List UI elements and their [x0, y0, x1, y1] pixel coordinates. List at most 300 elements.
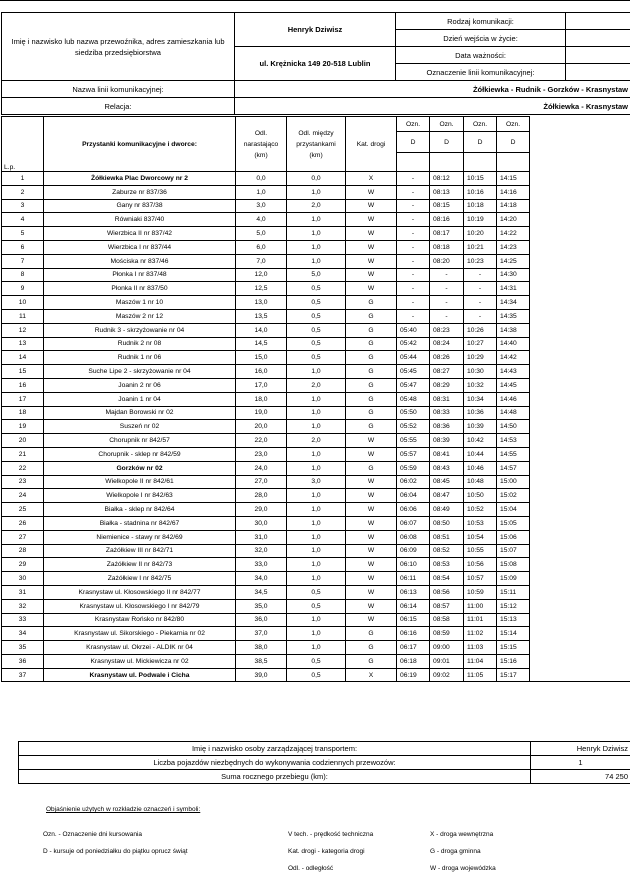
- table-row: [2, 641, 630, 655]
- time-cell: 05:50: [397, 406, 430, 420]
- empty-cell: [530, 351, 630, 365]
- stop-cell: Joanin 1 nr 04: [44, 392, 236, 406]
- ozn-header: Ozn.: [464, 117, 497, 132]
- stop-cell: Zaburze nr 837/36: [44, 185, 236, 199]
- kat-cell: G: [346, 627, 397, 641]
- time-cell: 14:22: [497, 227, 530, 241]
- table-row: [2, 199, 630, 213]
- operator-label: Imię i nazwisko lub nazwa przewoźnika, adres zamieszkania lub siedziba przedsiębiorstwa: [2, 13, 235, 81]
- odl-m-cell: 1,0: [287, 544, 346, 558]
- odl-m-cell: 1,0: [287, 489, 346, 503]
- time-cell: 15:13: [497, 613, 530, 627]
- odl-n-cell: 27,0: [236, 475, 287, 489]
- odl-m-cell: 1,0: [287, 240, 346, 254]
- time-cell: 08:45: [430, 475, 464, 489]
- empty-cell: [530, 420, 630, 434]
- odl-n-cell: 17,0: [236, 378, 287, 392]
- kat-cell: G: [346, 296, 397, 310]
- time-cell: 09:01: [430, 654, 464, 668]
- time-cell: 09:02: [430, 668, 464, 682]
- stop-cell: Majdan Borowski nr 02: [44, 406, 236, 420]
- table-row: [2, 572, 630, 586]
- kat-cell: W: [346, 530, 397, 544]
- time-cell: 14:48: [497, 406, 530, 420]
- odl-n-cell: 14,5: [236, 337, 287, 351]
- time-cell: -: [397, 185, 430, 199]
- empty-cell: [530, 668, 630, 682]
- lp-cell: 14: [2, 351, 44, 365]
- time-cell: 14:15: [497, 172, 530, 186]
- table-row: [2, 296, 630, 310]
- rodzaj-value: [566, 13, 630, 30]
- table-row: [2, 654, 630, 668]
- odl-m-cell: 0,5: [287, 654, 346, 668]
- lp-cell: 3: [2, 199, 44, 213]
- time-cell: 06:10: [397, 558, 430, 572]
- odl-m-cell: 1,0: [287, 641, 346, 655]
- table-row: [2, 475, 630, 489]
- time-cell: 10:21: [464, 240, 497, 254]
- nazwa-value: Żółkiewka - Rudnik - Gorzków - Krasnystaw: [235, 81, 630, 98]
- table-row: [2, 240, 630, 254]
- odl-m-cell: 1,0: [287, 420, 346, 434]
- time-cell: -: [464, 282, 497, 296]
- odl-n-cell: 14,0: [236, 323, 287, 337]
- time-cell: 14:55: [497, 447, 530, 461]
- stop-cell: Płonka I nr 837/48: [44, 268, 236, 282]
- lp-cell: 24: [2, 489, 44, 503]
- lp-cell: 13: [2, 337, 44, 351]
- kat-cell: G: [346, 365, 397, 379]
- odl-m-cell: 0,0: [287, 172, 346, 186]
- odl-m-cell: 1,0: [287, 627, 346, 641]
- time-cell: 14:42: [497, 351, 530, 365]
- table-row: [2, 627, 630, 641]
- time-cell: 05:44: [397, 351, 430, 365]
- lp-cell: 4: [2, 213, 44, 227]
- empty-cell: [530, 254, 630, 268]
- empty-cell: [530, 489, 630, 503]
- stop-cell: Suszeń nr 02: [44, 420, 236, 434]
- odl-n-cell: 37,0: [236, 627, 287, 641]
- lp-cell: 30: [2, 572, 44, 586]
- odl-n-cell: 3,0: [236, 199, 287, 213]
- time-cell: 15:14: [497, 627, 530, 641]
- empty-cell: [530, 475, 630, 489]
- time-cell: 06:19: [397, 668, 430, 682]
- odl-n-cell: 38,0: [236, 641, 287, 655]
- course-spacer: [497, 153, 530, 172]
- time-cell: 06:18: [397, 654, 430, 668]
- course-code: D: [430, 132, 464, 153]
- kat-cell: W: [346, 489, 397, 503]
- time-cell: 06:16: [397, 627, 430, 641]
- odl-m-cell: 1,0: [287, 516, 346, 530]
- odl-m-cell: 1,0: [287, 185, 346, 199]
- odl-n-cell: 5,0: [236, 227, 287, 241]
- lp-cell: 28: [2, 544, 44, 558]
- odl-m-cell: 0,5: [287, 351, 346, 365]
- odl-m-cell: 0,5: [287, 309, 346, 323]
- time-cell: 14:23: [497, 240, 530, 254]
- odl-n-cell: 29,0: [236, 503, 287, 517]
- time-cell: 10:48: [464, 475, 497, 489]
- time-cell: 10:18: [464, 199, 497, 213]
- data-label: Data ważności:: [396, 47, 566, 64]
- ozn-header: Ozn.: [397, 117, 430, 132]
- lp-cell: 10: [2, 296, 44, 310]
- time-cell: 14:20: [497, 213, 530, 227]
- stop-cell: Mościska nr 837/46: [44, 254, 236, 268]
- col-kat-header: Kat. drogi: [346, 117, 397, 172]
- odl-m-cell: 1,0: [287, 392, 346, 406]
- time-cell: 08:54: [430, 572, 464, 586]
- time-cell: -: [464, 296, 497, 310]
- kat-cell: W: [346, 254, 397, 268]
- time-cell: 14:31: [497, 282, 530, 296]
- time-cell: 14:46: [497, 392, 530, 406]
- odl-n-cell: 32,0: [236, 544, 287, 558]
- time-cell: 10:46: [464, 461, 497, 475]
- odl-m-cell: 3,0: [287, 475, 346, 489]
- stop-cell: Krasnystaw ul. Kłosowskiego I nr 842/79: [44, 599, 236, 613]
- time-cell: 10:39: [464, 420, 497, 434]
- odl-m-cell: 0,5: [287, 668, 346, 682]
- kat-cell: W: [346, 516, 397, 530]
- empty-cell: [530, 240, 630, 254]
- relacja-label: Relacja:: [2, 98, 235, 115]
- time-cell: 10:42: [464, 434, 497, 448]
- header-table: [1, 12, 630, 115]
- legend-w: W - droga wojewódzka: [430, 865, 496, 872]
- table-row: [2, 503, 630, 517]
- table-row: [2, 337, 630, 351]
- kat-cell: G: [346, 337, 397, 351]
- empty-cell: [530, 654, 630, 668]
- lp-cell: 9: [2, 282, 44, 296]
- operator-address: ul. Krężnicka 149 20-518 Lublin: [235, 47, 396, 81]
- course-spacer: [464, 153, 497, 172]
- time-cell: 14:45: [497, 378, 530, 392]
- time-cell: 14:38: [497, 323, 530, 337]
- vehicles-label: Liczba pojazdów niezbędnych do wykonywania codziennych przewozów:: [19, 756, 531, 770]
- stop-cell: Maszów 2 nr 12: [44, 309, 236, 323]
- table-row: [2, 213, 630, 227]
- time-cell: -: [397, 296, 430, 310]
- kat-cell: X: [346, 172, 397, 186]
- course-code: D: [497, 132, 530, 153]
- odl-n-cell: 30,0: [236, 516, 287, 530]
- time-cell: 08:15: [430, 199, 464, 213]
- time-cell: 11:02: [464, 627, 497, 641]
- time-cell: -: [430, 309, 464, 323]
- table-row: [2, 544, 630, 558]
- time-cell: 10:50: [464, 489, 497, 503]
- mileage-value: 74 250: [531, 770, 630, 784]
- lp-cell: 12: [2, 323, 44, 337]
- odl-n-cell: 4,0: [236, 213, 287, 227]
- time-cell: 09:00: [430, 641, 464, 655]
- table-row: [2, 530, 630, 544]
- odl-n-cell: 7,0: [236, 254, 287, 268]
- odl-m-cell: 1,0: [287, 613, 346, 627]
- time-cell: 14:30: [497, 268, 530, 282]
- stop-cell: Równiaki 837/40: [44, 213, 236, 227]
- table-row: [2, 309, 630, 323]
- empty-cell: [530, 392, 630, 406]
- odl-m-cell: 1,0: [287, 530, 346, 544]
- time-cell: 08:57: [430, 599, 464, 613]
- empty-cell: [530, 268, 630, 282]
- time-cell: 06:14: [397, 599, 430, 613]
- table-row: [2, 227, 630, 241]
- kat-cell: G: [346, 641, 397, 655]
- kat-cell: G: [346, 378, 397, 392]
- time-cell: 10:29: [464, 351, 497, 365]
- time-cell: 05:47: [397, 378, 430, 392]
- col-odl-n-header: Odl. narastająco (km): [236, 117, 287, 172]
- time-cell: 14:53: [497, 434, 530, 448]
- odl-n-cell: 0,0: [236, 172, 287, 186]
- odl-n-cell: 18,0: [236, 392, 287, 406]
- time-cell: 08:18: [430, 240, 464, 254]
- time-cell: 08:41: [430, 447, 464, 461]
- odl-n-cell: 23,0: [236, 447, 287, 461]
- stop-cell: Krasnystaw Rońsko nr 842/80: [44, 613, 236, 627]
- kat-cell: X: [346, 668, 397, 682]
- time-cell: 08:56: [430, 585, 464, 599]
- odl-n-cell: 33,0: [236, 558, 287, 572]
- odl-m-cell: 1,0: [287, 503, 346, 517]
- empty-cell: [530, 572, 630, 586]
- time-cell: 14:16: [497, 185, 530, 199]
- vehicles-value: 1: [531, 756, 630, 770]
- lp-cell: 36: [2, 654, 44, 668]
- kat-cell: G: [346, 309, 397, 323]
- time-cell: 10:30: [464, 365, 497, 379]
- time-cell: 14:34: [497, 296, 530, 310]
- stop-cell: Rudnik 2 nr 08: [44, 337, 236, 351]
- odl-m-cell: 1,0: [287, 572, 346, 586]
- stop-cell: Gorzków nr 02: [44, 461, 236, 475]
- time-cell: 11:04: [464, 654, 497, 668]
- stop-cell: Krasnystaw ul. Sikorskiego - Piekarnia nr 02: [44, 627, 236, 641]
- odl-n-cell: 39,0: [236, 668, 287, 682]
- time-cell: 10:55: [464, 544, 497, 558]
- odl-m-cell: 1,0: [287, 365, 346, 379]
- odl-m-cell: 0,5: [287, 323, 346, 337]
- empty-cell: [530, 185, 630, 199]
- table-row: [2, 599, 630, 613]
- table-row: [2, 585, 630, 599]
- empty-cell: [530, 378, 630, 392]
- time-cell: 10:26: [464, 323, 497, 337]
- stop-cell: Krasnystaw ul. Podwale i Cicha: [44, 668, 236, 682]
- time-cell: 10:32: [464, 378, 497, 392]
- empty-cell: [530, 461, 630, 475]
- empty-column: [530, 117, 630, 172]
- time-cell: 10:59: [464, 585, 497, 599]
- lp-cell: 29: [2, 558, 44, 572]
- time-cell: -: [397, 268, 430, 282]
- lp-cell: 6: [2, 240, 44, 254]
- rodzaj-label: Rodzaj komunikacji:: [396, 13, 566, 30]
- kat-cell: W: [346, 613, 397, 627]
- data-value: [566, 47, 630, 64]
- lp-cell: 2: [2, 185, 44, 199]
- summary-table: [18, 741, 630, 784]
- kat-cell: G: [346, 406, 397, 420]
- odl-m-cell: 0,5: [287, 337, 346, 351]
- time-cell: -: [397, 240, 430, 254]
- kat-cell: G: [346, 392, 397, 406]
- time-cell: 08:52: [430, 544, 464, 558]
- time-cell: 10:15: [464, 172, 497, 186]
- odl-n-cell: 12,5: [236, 282, 287, 296]
- odl-m-cell: 1,0: [287, 213, 346, 227]
- odl-n-cell: 31,0: [236, 530, 287, 544]
- table-row: [2, 378, 630, 392]
- stop-cell: Chorupnik - sklep nr 842/59: [44, 447, 236, 461]
- odl-n-cell: 19,0: [236, 406, 287, 420]
- timetable: [1, 116, 630, 682]
- table-row: [2, 268, 630, 282]
- empty-cell: [530, 544, 630, 558]
- odl-n-cell: 34,5: [236, 585, 287, 599]
- lp-cell: 23: [2, 475, 44, 489]
- time-cell: 11:05: [464, 668, 497, 682]
- time-cell: 14:43: [497, 365, 530, 379]
- time-cell: 06:07: [397, 516, 430, 530]
- lp-cell: 31: [2, 585, 44, 599]
- empty-cell: [530, 627, 630, 641]
- time-cell: 08:36: [430, 420, 464, 434]
- stop-cell: Niemienice - stawy nr 842/69: [44, 530, 236, 544]
- odl-n-cell: 36,0: [236, 613, 287, 627]
- time-cell: 15:06: [497, 530, 530, 544]
- stop-cell: Wielkopole II nr 842/61: [44, 475, 236, 489]
- time-cell: 08:24: [430, 337, 464, 351]
- time-cell: 08:43: [430, 461, 464, 475]
- time-cell: 10:36: [464, 406, 497, 420]
- empty-cell: [530, 172, 630, 186]
- course-code: D: [397, 132, 430, 153]
- odl-m-cell: 0,5: [287, 282, 346, 296]
- page-top-rule: [0, 0, 630, 1]
- time-cell: 10:52: [464, 503, 497, 517]
- course-spacer: [397, 153, 430, 172]
- empty-cell: [530, 558, 630, 572]
- table-row: [2, 420, 630, 434]
- time-cell: -: [397, 172, 430, 186]
- time-cell: 10:23: [464, 254, 497, 268]
- time-cell: 05:40: [397, 323, 430, 337]
- lp-cell: 17: [2, 392, 44, 406]
- manager-value: Henryk Dziwisz: [531, 742, 630, 756]
- time-cell: 06:15: [397, 613, 430, 627]
- stop-cell: Wierzbica I nr 837/44: [44, 240, 236, 254]
- relacja-value: Żółkiewka - Krasnystaw: [235, 98, 630, 115]
- table-row: [2, 351, 630, 365]
- lp-cell: 5: [2, 227, 44, 241]
- time-cell: 14:18: [497, 199, 530, 213]
- time-cell: 08:13: [430, 185, 464, 199]
- lp-cell: 11: [2, 309, 44, 323]
- time-cell: -: [397, 199, 430, 213]
- time-cell: 11:00: [464, 599, 497, 613]
- time-cell: 10:20: [464, 227, 497, 241]
- table-row: [2, 668, 630, 682]
- time-cell: 15:08: [497, 558, 530, 572]
- operator-name: Henryk Dziwisz: [235, 13, 396, 47]
- table-row: [2, 323, 630, 337]
- empty-cell: [530, 503, 630, 517]
- odl-n-cell: 1,0: [236, 185, 287, 199]
- stop-cell: Zażółkiew II nr 842/73: [44, 558, 236, 572]
- kat-cell: W: [346, 447, 397, 461]
- time-cell: 08:59: [430, 627, 464, 641]
- empty-cell: [530, 199, 630, 213]
- table-row: [2, 282, 630, 296]
- time-cell: -: [464, 309, 497, 323]
- time-cell: -: [464, 268, 497, 282]
- stop-cell: Wierzbica II nr 837/42: [44, 227, 236, 241]
- odl-m-cell: 5,0: [287, 268, 346, 282]
- lp-cell: 27: [2, 530, 44, 544]
- kat-cell: W: [346, 544, 397, 558]
- stop-cell: Zażółkiew I nr 842/75: [44, 572, 236, 586]
- legend-vtech: V tech. - prędkość techniczna: [288, 831, 374, 838]
- time-cell: 15:15: [497, 641, 530, 655]
- odl-m-cell: 1,0: [287, 254, 346, 268]
- odl-n-cell: 24,0: [236, 461, 287, 475]
- table-row: [2, 254, 630, 268]
- table-row: [2, 365, 630, 379]
- odl-m-cell: 0,5: [287, 599, 346, 613]
- time-cell: 06:08: [397, 530, 430, 544]
- empty-cell: [530, 323, 630, 337]
- time-cell: -: [430, 296, 464, 310]
- stop-cell: Wielkopole I nr 842/63: [44, 489, 236, 503]
- time-cell: 08:23: [430, 323, 464, 337]
- stop-cell: Rudnik 1 nr 06: [44, 351, 236, 365]
- odl-m-cell: 2,0: [287, 434, 346, 448]
- time-cell: 14:57: [497, 461, 530, 475]
- stop-cell: Rudnik 3 - skrzyżowanie nr 04: [44, 323, 236, 337]
- oznaczenie-value: [566, 64, 630, 81]
- time-cell: 14:35: [497, 309, 530, 323]
- odl-n-cell: 38,5: [236, 654, 287, 668]
- odl-n-cell: 34,0: [236, 572, 287, 586]
- time-cell: 10:27: [464, 337, 497, 351]
- time-cell: 15:11: [497, 585, 530, 599]
- lp-cell: 32: [2, 599, 44, 613]
- stop-cell: Chorupnik nr 842/57: [44, 434, 236, 448]
- kat-cell: W: [346, 475, 397, 489]
- time-cell: 15:05: [497, 516, 530, 530]
- time-cell: 15:09: [497, 572, 530, 586]
- odl-m-cell: 2,0: [287, 378, 346, 392]
- time-cell: 05:59: [397, 461, 430, 475]
- time-cell: 15:12: [497, 599, 530, 613]
- table-row: [2, 172, 630, 186]
- time-cell: 10:57: [464, 572, 497, 586]
- odl-n-cell: 13,0: [236, 296, 287, 310]
- time-cell: 06:02: [397, 475, 430, 489]
- time-cell: 05:45: [397, 365, 430, 379]
- stop-cell: Białka - sklep nr 842/64: [44, 503, 236, 517]
- table-row: [2, 461, 630, 475]
